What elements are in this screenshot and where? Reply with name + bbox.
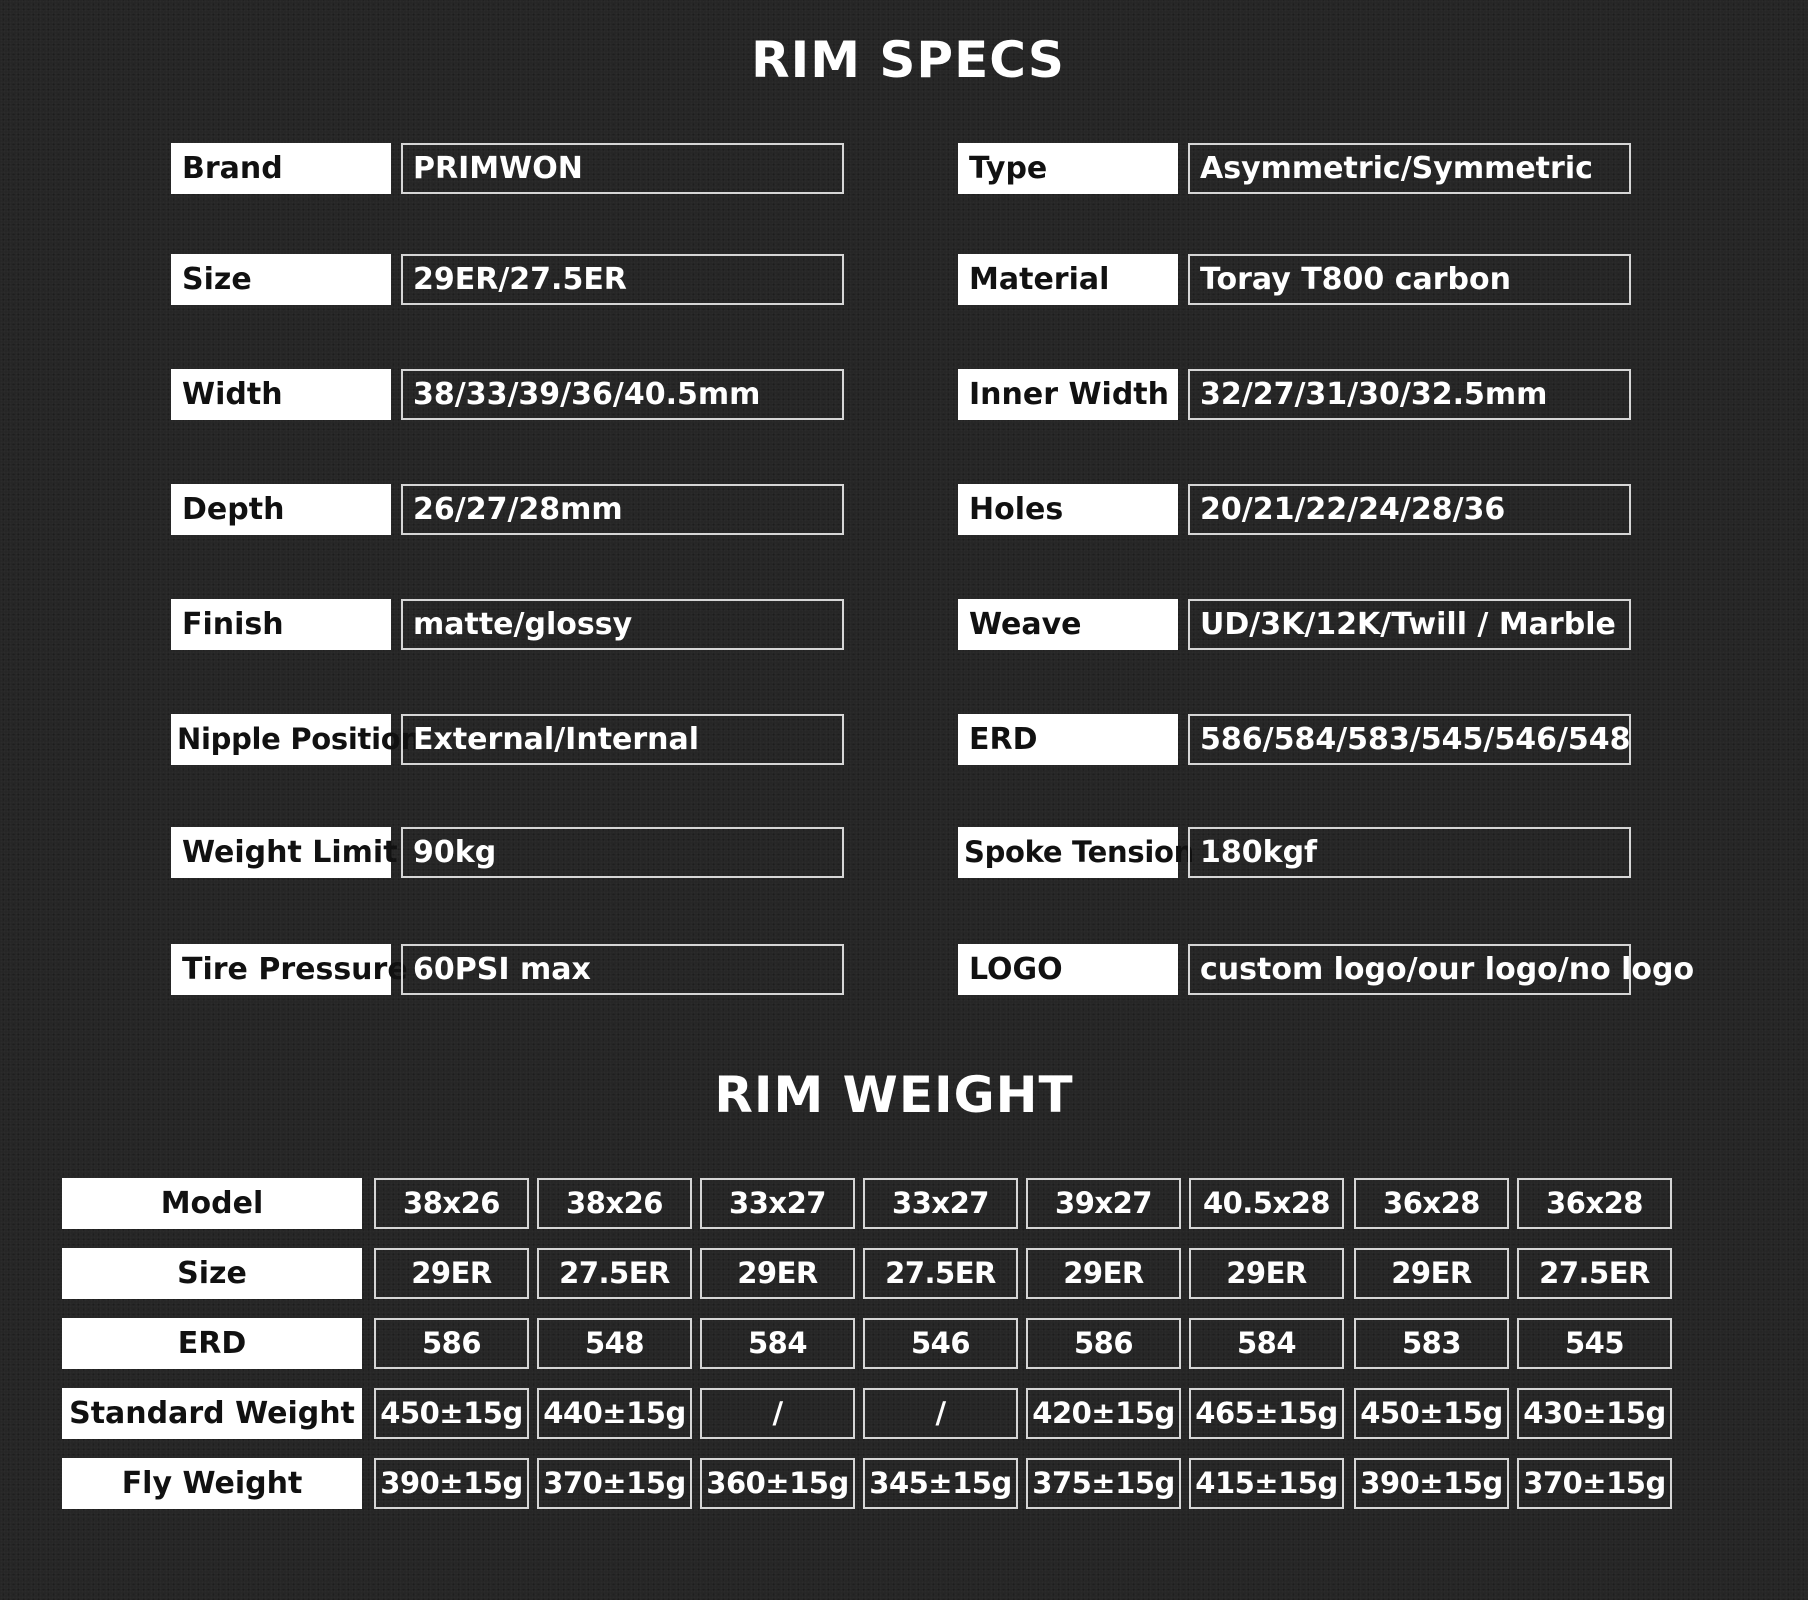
spec-value: 180kgf <box>1188 827 1631 878</box>
spec-value: matte/glossy <box>401 599 844 650</box>
spec-label: Type <box>958 143 1178 194</box>
table-cell: 440±15g <box>537 1388 692 1439</box>
weight-title: RIM WEIGHT <box>714 1066 1074 1124</box>
table-cell: 27.5ER <box>1517 1248 1672 1299</box>
spec-value: 26/27/28mm <box>401 484 844 535</box>
table-cell: 375±15g <box>1026 1458 1181 1509</box>
table-cell: 29ER <box>1354 1248 1509 1299</box>
spec-label: Weight Limit <box>171 827 391 878</box>
spec-label: Width <box>171 369 391 420</box>
spec-label: Material <box>958 254 1178 305</box>
spec-value: Asymmetric/Symmetric <box>1188 143 1631 194</box>
table-cell: 586 <box>1026 1318 1181 1369</box>
spec-value: 38/33/39/36/40.5mm <box>401 369 844 420</box>
spec-value: custom logo/our logo/no logo <box>1188 944 1631 995</box>
table-cell: 360±15g <box>700 1458 855 1509</box>
row-label: Fly Weight <box>62 1458 362 1509</box>
table-cell: 38x26 <box>537 1178 692 1229</box>
table-cell: 29ER <box>700 1248 855 1299</box>
table-cell: 583 <box>1354 1318 1509 1369</box>
spec-value: UD/3K/12K/Twill / Marble <box>1188 599 1631 650</box>
table-cell: 450±15g <box>1354 1388 1509 1439</box>
table-cell: 586 <box>374 1318 529 1369</box>
spec-label: ERD <box>958 714 1178 765</box>
table-cell: 370±15g <box>537 1458 692 1509</box>
spec-label: Size <box>171 254 391 305</box>
spec-label: Nipple Position <box>171 714 391 765</box>
table-cell: 36x28 <box>1354 1178 1509 1229</box>
table-cell: 390±15g <box>374 1458 529 1509</box>
table-cell: 27.5ER <box>537 1248 692 1299</box>
table-cell: 584 <box>700 1318 855 1369</box>
table-cell: 465±15g <box>1189 1388 1344 1439</box>
spec-label: LOGO <box>958 944 1178 995</box>
spec-value: 32/27/31/30/32.5mm <box>1188 369 1631 420</box>
spec-label: Inner Width <box>958 369 1178 420</box>
spec-value: 586/584/583/545/546/548 <box>1188 714 1631 765</box>
table-cell: 390±15g <box>1354 1458 1509 1509</box>
spec-value: External/Internal <box>401 714 844 765</box>
table-cell: 33x27 <box>863 1178 1018 1229</box>
row-label: Model <box>62 1178 362 1229</box>
table-cell: 415±15g <box>1189 1458 1344 1509</box>
spec-label: Holes <box>958 484 1178 535</box>
spec-label: Spoke Tension <box>958 827 1178 878</box>
row-label: Standard Weight <box>62 1388 362 1439</box>
table-cell: 40.5x28 <box>1189 1178 1344 1229</box>
spec-value: 60PSI max <box>401 944 844 995</box>
spec-label: Depth <box>171 484 391 535</box>
specs-title: RIM SPECS <box>751 31 1065 89</box>
table-cell: 39x27 <box>1026 1178 1181 1229</box>
row-label: ERD <box>62 1318 362 1369</box>
table-cell: 36x28 <box>1517 1178 1672 1229</box>
table-cell: 450±15g <box>374 1388 529 1439</box>
table-cell: 546 <box>863 1318 1018 1369</box>
table-cell: 27.5ER <box>863 1248 1018 1299</box>
table-cell: 545 <box>1517 1318 1672 1369</box>
table-cell: 345±15g <box>863 1458 1018 1509</box>
row-label: Size <box>62 1248 362 1299</box>
table-cell: 29ER <box>1189 1248 1344 1299</box>
spec-value: 90kg <box>401 827 844 878</box>
spec-label: Tire Pressure <box>171 944 391 995</box>
spec-value: PRIMWON <box>401 143 844 194</box>
table-cell: 33x27 <box>700 1178 855 1229</box>
table-cell: 29ER <box>374 1248 529 1299</box>
table-cell: 29ER <box>1026 1248 1181 1299</box>
table-cell: 370±15g <box>1517 1458 1672 1509</box>
table-cell: 548 <box>537 1318 692 1369</box>
spec-label: Brand <box>171 143 391 194</box>
spec-label: Finish <box>171 599 391 650</box>
table-cell: 584 <box>1189 1318 1344 1369</box>
spec-value: 29ER/27.5ER <box>401 254 844 305</box>
table-cell: / <box>700 1388 855 1439</box>
table-cell: / <box>863 1388 1018 1439</box>
table-cell: 420±15g <box>1026 1388 1181 1439</box>
table-cell: 430±15g <box>1517 1388 1672 1439</box>
spec-value: 20/21/22/24/28/36 <box>1188 484 1631 535</box>
spec-value: Toray T800 carbon <box>1188 254 1631 305</box>
spec-label: Weave <box>958 599 1178 650</box>
table-cell: 38x26 <box>374 1178 529 1229</box>
